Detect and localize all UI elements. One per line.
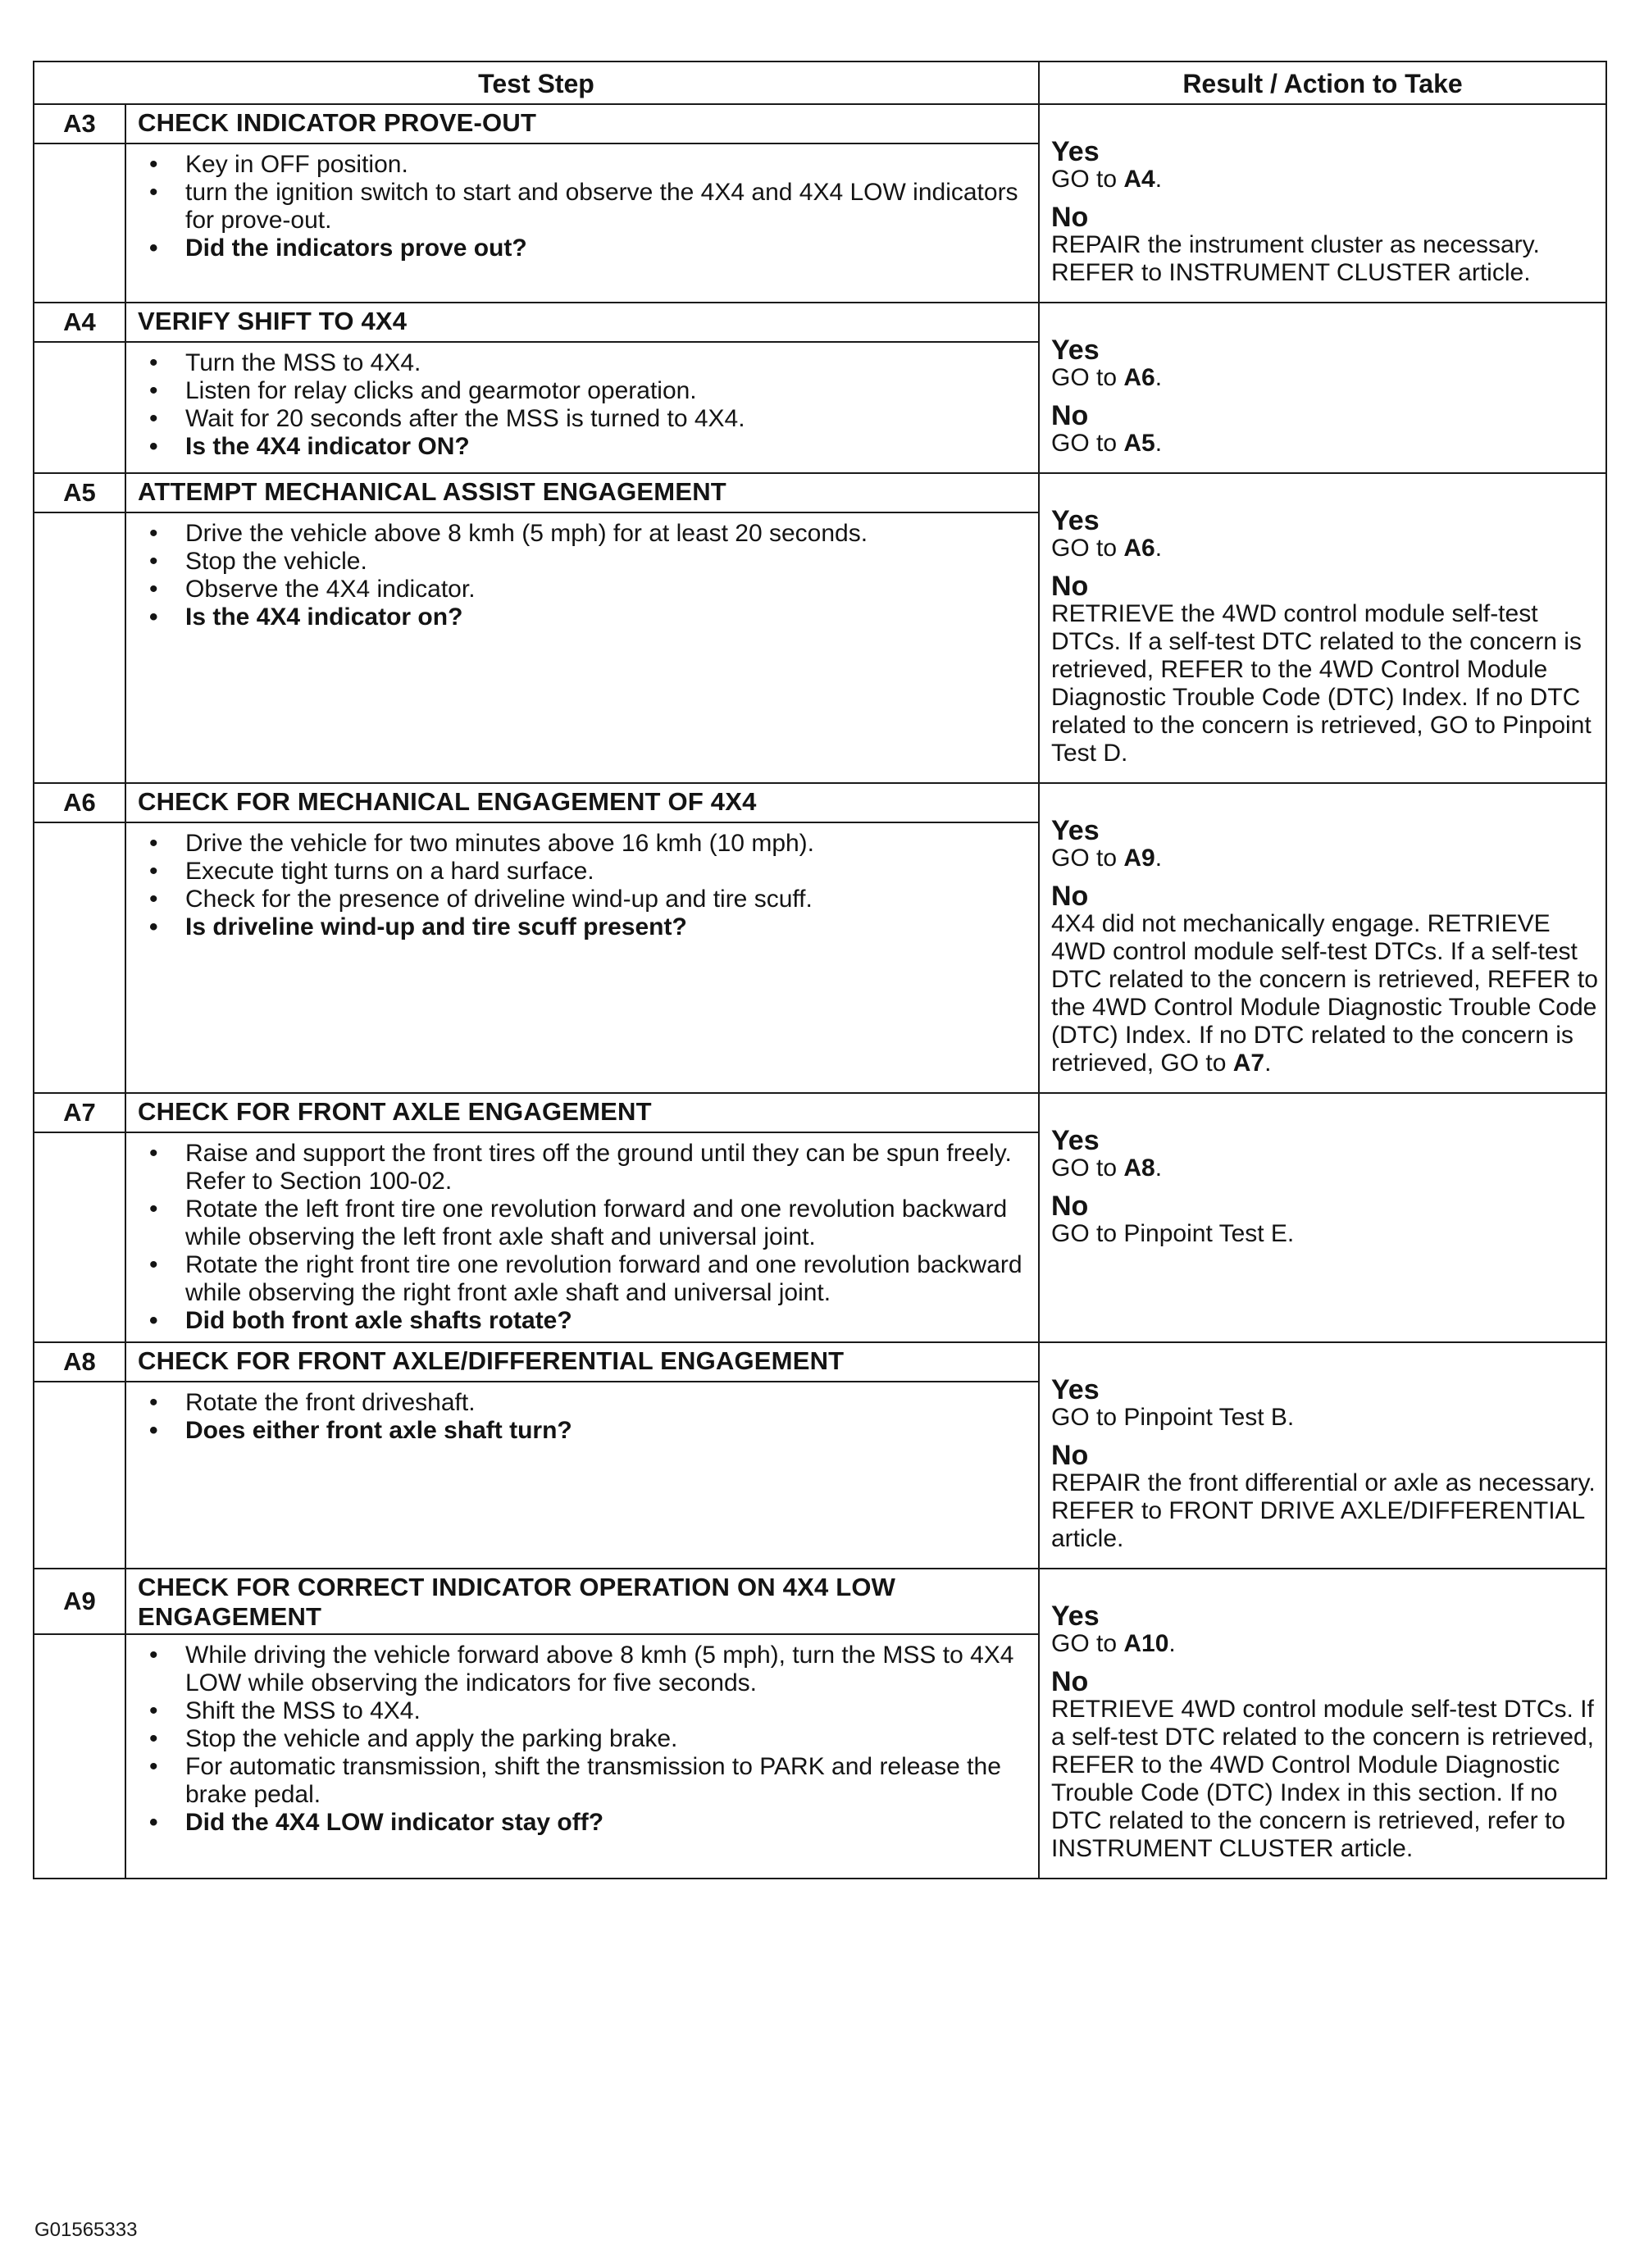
yes-step-reference: A9 — [1123, 845, 1155, 872]
step-title: CHECK FOR FRONT AXLE/DIFFERENTIAL ENGAGEMENT — [125, 1342, 1039, 1382]
instruction-item: • Shift the MSS to 4X4. — [126, 1697, 1030, 1725]
instruction-list — [126, 1389, 1030, 1445]
yes-label: Yes — [1051, 815, 1100, 846]
instruction-list — [126, 1140, 1030, 1335]
instruction-item: • turn the ignition switch to start and observe the 4X4 and 4X4 LOW indicators for prove-out. — [126, 179, 1030, 235]
step-id-spacer — [34, 143, 125, 303]
step-id: A9 — [34, 1569, 125, 1634]
step-title: CHECK INDICATOR PROVE-OUT — [125, 104, 1039, 143]
yes-action-suffix: . — [1155, 1154, 1163, 1182]
step-id-spacer — [34, 1634, 125, 1879]
yes-label: Yes — [1051, 136, 1100, 167]
yes-action-text: GO to — [1051, 1154, 1124, 1182]
instruction-list — [126, 1642, 1030, 1837]
no-action — [1051, 910, 1601, 1077]
instruction-list — [126, 151, 1030, 262]
instruction-item: • Key in OFF position. — [126, 151, 1030, 179]
no-action-text: GO to — [1051, 430, 1124, 457]
result-action-cell — [1039, 104, 1606, 303]
instruction-item: • Rotate the front driveshaft. — [126, 1389, 1030, 1417]
no-step-reference: A5 — [1123, 430, 1155, 457]
step-id: A4 — [34, 303, 125, 342]
yes-step-reference: A4 — [1123, 166, 1155, 193]
no-action-text: REPAIR the instrument cluster as necessary. REFER to INSTRUMENT CLUSTER article. — [1051, 231, 1540, 286]
instruction-item: • Listen for relay clicks and gearmotor operation. — [126, 377, 1030, 405]
step-instructions — [125, 1132, 1039, 1342]
yes-action — [1051, 535, 1601, 562]
yes-action — [1051, 166, 1601, 194]
instruction-item: • Stop the vehicle. — [126, 548, 1030, 576]
result-action-header: Result / Action to Take — [1039, 61, 1606, 104]
step-title-row — [34, 1569, 1606, 1634]
step-id-spacer — [34, 1382, 125, 1569]
step-instructions — [125, 822, 1039, 1093]
test-step-header: Test Step — [34, 61, 1039, 104]
no-action-suffix: . — [1155, 430, 1163, 457]
no-action — [1051, 1696, 1601, 1863]
step-title-row — [34, 783, 1606, 822]
result-action-cell — [1039, 1093, 1606, 1342]
instruction-item: • While driving the vehicle forward above 8 kmh (5 mph), turn the MSS to 4X4 LOW while observing the indicators for five seconds. — [126, 1642, 1030, 1697]
step-id: A3 — [34, 104, 125, 143]
no-action-text: RETRIEVE 4WD control module self-test DTCs. If a self-test DTC related to the concern is retrieved, REFER to the 4WD Control Module Diagnostic Trouble Code (DTC) Index in this section. If no DTC related to the concern is retrieved, refer to INSTRUMENT CLUSTER article. — [1051, 1696, 1594, 1862]
step-id-spacer — [34, 512, 125, 783]
step-title: CHECK FOR MECHANICAL ENGAGEMENT OF 4X4 — [125, 783, 1039, 822]
instruction-question: • Is the 4X4 indicator on? — [126, 603, 1030, 631]
instruction-item: • Drive the vehicle above 8 kmh (5 mph) for at least 20 seconds. — [126, 520, 1030, 548]
step-id: A8 — [34, 1342, 125, 1382]
instruction-question: • Is the 4X4 indicator ON? — [126, 433, 1030, 461]
instruction-item: • Drive the vehicle for two minutes above 16 kmh (10 mph). — [126, 830, 1030, 858]
yes-step-reference: A6 — [1123, 535, 1155, 562]
diagnostic-test-table — [33, 61, 1607, 1879]
instruction-item: • Check for the presence of driveline wind-up and tire scuff. — [126, 886, 1030, 913]
step-title-row — [34, 1342, 1606, 1382]
yes-label: Yes — [1051, 1601, 1100, 1632]
instruction-item: • For automatic transmission, shift the transmission to PARK and release the brake pedal. — [126, 1753, 1030, 1809]
yes-label: Yes — [1051, 335, 1100, 366]
no-label: No — [1051, 1191, 1089, 1222]
result-action-cell — [1039, 1342, 1606, 1569]
step-id: A6 — [34, 783, 125, 822]
step-instructions — [125, 143, 1039, 303]
result-action-cell — [1039, 303, 1606, 473]
yes-step-reference: A6 — [1123, 364, 1155, 391]
no-action-text: REPAIR the front differential or axle as necessary. REFER to FRONT DRIVE AXLE/DIFFERENTIAL article. — [1051, 1469, 1596, 1552]
yes-action — [1051, 1630, 1601, 1658]
no-action-text: GO to Pinpoint Test E. — [1051, 1220, 1295, 1247]
yes-label: Yes — [1051, 1374, 1100, 1405]
step-id: A5 — [34, 473, 125, 512]
figure-code: G01565333 — [34, 2219, 138, 2241]
step-instructions — [125, 1382, 1039, 1569]
no-action — [1051, 430, 1601, 458]
step-id-spacer — [34, 1132, 125, 1342]
yes-action — [1051, 1154, 1601, 1182]
result-action-cell — [1039, 1569, 1606, 1879]
no-label: No — [1051, 881, 1089, 912]
yes-action — [1051, 1404, 1601, 1432]
test-steps-body — [34, 104, 1606, 1879]
no-label: No — [1051, 400, 1089, 431]
step-instructions — [125, 512, 1039, 783]
instruction-item: • Rotate the left front tire one revolution forward and one revolution backward while observing the left front axle shaft and universal joint. — [126, 1195, 1030, 1251]
step-title: CHECK FOR FRONT AXLE ENGAGEMENT — [125, 1093, 1039, 1132]
no-label: No — [1051, 571, 1089, 602]
no-action-text: 4X4 did not mechanically engage. RETRIEVE 4WD control module self-test DTCs. If a self-test DTC related to the concern is retrieved, REFER to the 4WD Control Module Diagnostic Trouble Code (DTC) Index. If no DTC related to the concern is retrieved, GO to — [1051, 910, 1598, 1077]
step-title-row — [34, 1093, 1606, 1132]
instruction-item: • Execute tight turns on a hard surface. — [126, 858, 1030, 886]
instruction-item: • Wait for 20 seconds after the MSS is turned to 4X4. — [126, 405, 1030, 433]
instruction-item: • Stop the vehicle and apply the parking brake. — [126, 1725, 1030, 1753]
result-action-cell — [1039, 783, 1606, 1093]
yes-action-text: GO to — [1051, 166, 1124, 193]
instruction-list — [126, 520, 1030, 631]
step-title-row — [34, 104, 1606, 143]
yes-step-reference: A8 — [1123, 1154, 1155, 1182]
step-title-row — [34, 473, 1606, 512]
step-id-spacer — [34, 822, 125, 1093]
instruction-item: • Rotate the right front tire one revolution forward and one revolution backward while observing the right front axle shaft and universal joint. — [126, 1251, 1030, 1307]
yes-action-suffix: . — [1155, 364, 1163, 391]
no-action — [1051, 1469, 1601, 1553]
yes-step-reference: A10 — [1123, 1630, 1169, 1657]
yes-action-suffix: . — [1168, 1630, 1176, 1657]
step-instructions — [125, 342, 1039, 473]
no-action — [1051, 231, 1601, 287]
instruction-question: • Did the 4X4 LOW indicator stay off? — [126, 1809, 1030, 1837]
no-action-suffix: . — [1264, 1050, 1272, 1077]
yes-action-suffix: . — [1155, 535, 1163, 562]
no-step-reference: A7 — [1232, 1050, 1265, 1077]
result-action-cell — [1039, 473, 1606, 783]
no-action — [1051, 600, 1601, 767]
step-title: CHECK FOR CORRECT INDICATOR OPERATION ON 4X4 LOW ENGAGEMENT — [125, 1569, 1039, 1634]
yes-label: Yes — [1051, 1125, 1100, 1156]
yes-action — [1051, 364, 1601, 392]
step-id: A7 — [34, 1093, 125, 1132]
instruction-list — [126, 349, 1030, 461]
no-action-text: RETRIEVE the 4WD control module self-test DTCs. If a self-test DTC related to the concern is retrieved, REFER to the 4WD Control Module Diagnostic Trouble Code (DTC) Index. If no DTC related to the concern is retrieved, GO to Pinpoint Test D. — [1051, 600, 1592, 767]
yes-label: Yes — [1051, 505, 1100, 536]
yes-action-text: GO to — [1051, 845, 1124, 872]
no-label: No — [1051, 202, 1089, 233]
instruction-list — [126, 830, 1030, 941]
instruction-item: • Turn the MSS to 4X4. — [126, 349, 1030, 377]
instruction-question: • Did both front axle shafts rotate? — [126, 1307, 1030, 1335]
table-header-row — [34, 61, 1606, 104]
no-label: No — [1051, 1440, 1089, 1471]
yes-action-text: GO to Pinpoint Test B. — [1051, 1404, 1295, 1431]
step-title-row — [34, 303, 1606, 342]
instruction-question: • Did the indicators prove out? — [126, 235, 1030, 262]
no-label: No — [1051, 1666, 1089, 1697]
step-instructions — [125, 1634, 1039, 1879]
step-id-spacer — [34, 342, 125, 473]
instruction-item: • Observe the 4X4 indicator. — [126, 576, 1030, 603]
yes-action-suffix: . — [1155, 166, 1163, 193]
instruction-question: • Does either front axle shaft turn? — [126, 1417, 1030, 1445]
instruction-question: • Is driveline wind-up and tire scuff present? — [126, 913, 1030, 941]
no-action — [1051, 1220, 1601, 1248]
step-title: ATTEMPT MECHANICAL ASSIST ENGAGEMENT — [125, 473, 1039, 512]
yes-action-text: GO to — [1051, 1630, 1124, 1657]
instruction-item: • Raise and support the front tires off the ground until they can be spun freely. Refer to Section 100-02. — [126, 1140, 1030, 1195]
yes-action — [1051, 845, 1601, 872]
yes-action-text: GO to — [1051, 364, 1124, 391]
step-title: VERIFY SHIFT TO 4X4 — [125, 303, 1039, 342]
yes-action-text: GO to — [1051, 535, 1124, 562]
yes-action-suffix: . — [1155, 845, 1163, 872]
